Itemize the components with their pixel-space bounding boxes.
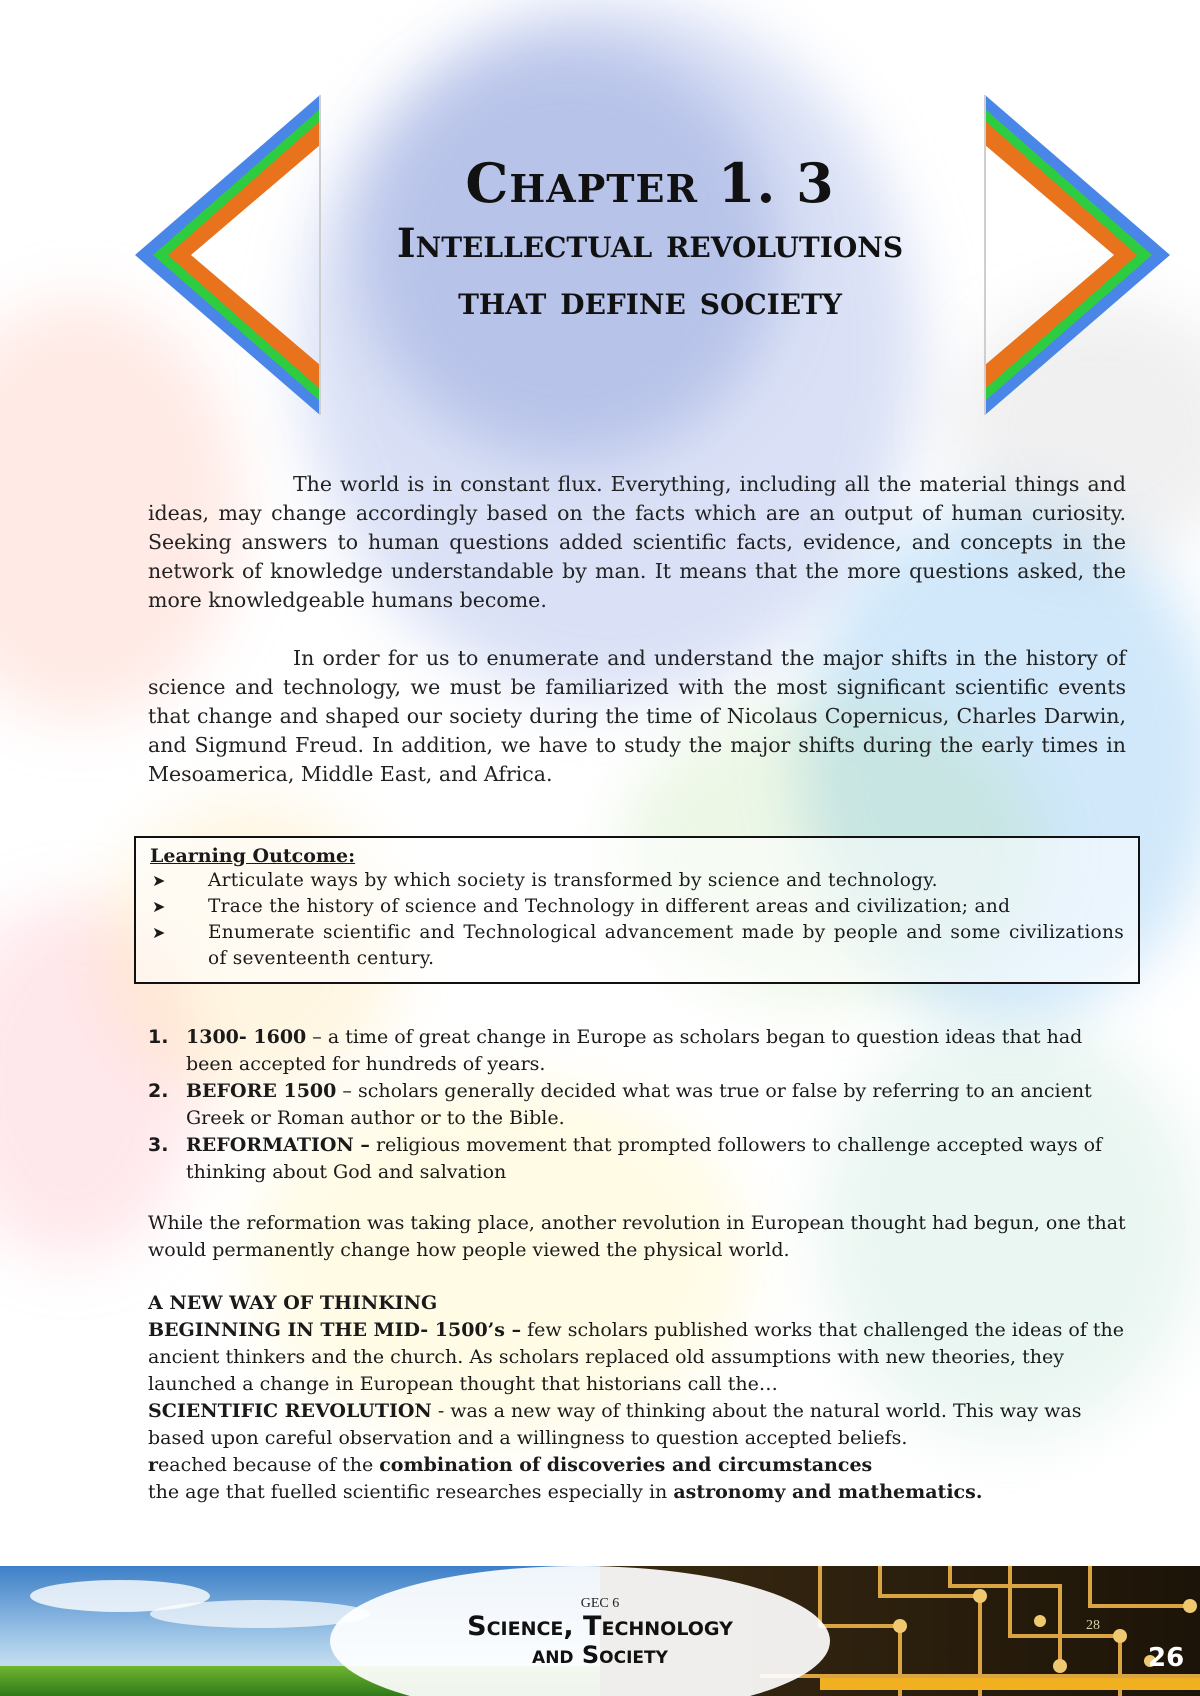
intro-paragraph-2-text: In order for us to enumerate and understand the major shifts in the history of science and technology, we must be familiarized with the most significant scientific events that change and shaped our society during the time of Nicolaus Copernicus, Charles Darwin, and Sigmund Freud. In addition, we have to study the major shifts during the early times in Mesoamerica, Middle East, and Africa. — [148, 646, 1126, 786]
list-item: ➤ Articulate ways by which society is transformed by science and technology. — [150, 868, 1124, 894]
right-chevron-decoration — [980, 95, 1170, 415]
intro-paragraph-1 — [148, 470, 1126, 615]
new-way-section — [148, 1290, 1128, 1506]
numbered-list — [148, 1024, 1108, 1186]
learning-outcome-list — [150, 868, 1124, 972]
learning-outcome-heading: Learning Outcome: — [150, 845, 356, 867]
intro-paragraph-2 — [148, 644, 1126, 789]
chapter-number: Chapter 1. 3 — [465, 151, 835, 215]
course-code: GEC 6 — [580, 1596, 620, 1611]
list-item: ➤ Enumerate scientific and Technological advancement made by people and some civilizations of seventeenth century. — [152, 922, 1124, 969]
reformation-paragraph: While the reformation was taking place, another revolution in European thought had begun, one that would permanently change how people viewed the physical world. — [148, 1212, 1126, 1261]
intro-paragraph-1-text: The world is in constant flux. Everything, including all the material things and ideas, may change accordingly based on the facts which are an output of human curiosity. Seeking answers to human questions added scientific facts, evidence, and concepts in the network of knowledge understandable by man. It means that the more questions asked, the more knowledgeable humans become. — [148, 472, 1126, 612]
chapter-title-line-2: that define society — [458, 277, 842, 324]
arrow-bullet-icon: ➤ — [152, 923, 166, 942]
course-title-line-1: Science, Technology — [467, 1611, 733, 1642]
page-number: 26 — [1148, 1643, 1185, 1673]
chapter-title-line-1: Intellectual revolutions — [396, 220, 904, 267]
learning-outcome-box — [134, 836, 1140, 984]
beginning-paragraph: BEGINNING IN THE MID- 1500’s – few scholars published works that challenged the ideas of the ancient thinkers and the church. As scholars replaced old assumptions with new theories, they launched a change in European thought that historians call the… — [148, 1319, 1125, 1395]
scientific-revolution-paragraph: SCIENTIFIC REVOLUTION - was a new way of thinking about the natural world. This way was based upon careful observation and a willingness to question accepted beliefs. — [148, 1400, 1082, 1449]
faint-page-number: 28 — [1086, 1618, 1100, 1633]
course-title-line-2: and Society — [532, 1641, 668, 1669]
arrow-bullet-icon: ➤ — [152, 897, 166, 916]
reached-line: reached because of the combination of discoveries and circumstances — [148, 1454, 873, 1476]
left-chevron-decoration — [135, 95, 325, 415]
list-item: ➤ Trace the history of science and Technology in different areas and civilization; and — [150, 894, 1124, 920]
list-item: 3. REFORMATION – religious movement that prompted followers to challenge accepted ways of thinking about God and salvation — [148, 1134, 1103, 1183]
list-item: 1. 1300- 1600 – a time of great change in Europe as scholars began to question ideas that had been accepted for hundreds of years. — [148, 1026, 1083, 1075]
chapter-title — [300, 150, 1000, 330]
list-item: 2. BEFORE 1500 – scholars generally decided what was true or false by referring to an ancient Greek or Roman author or to the Bible. — [148, 1080, 1092, 1129]
section-heading: A NEW WAY OF THINKING — [148, 1292, 438, 1314]
arrow-bullet-icon: ➤ — [152, 871, 166, 890]
age-line: the age that fuelled scientific researches especially in astronomy and mathematics. — [148, 1481, 983, 1503]
